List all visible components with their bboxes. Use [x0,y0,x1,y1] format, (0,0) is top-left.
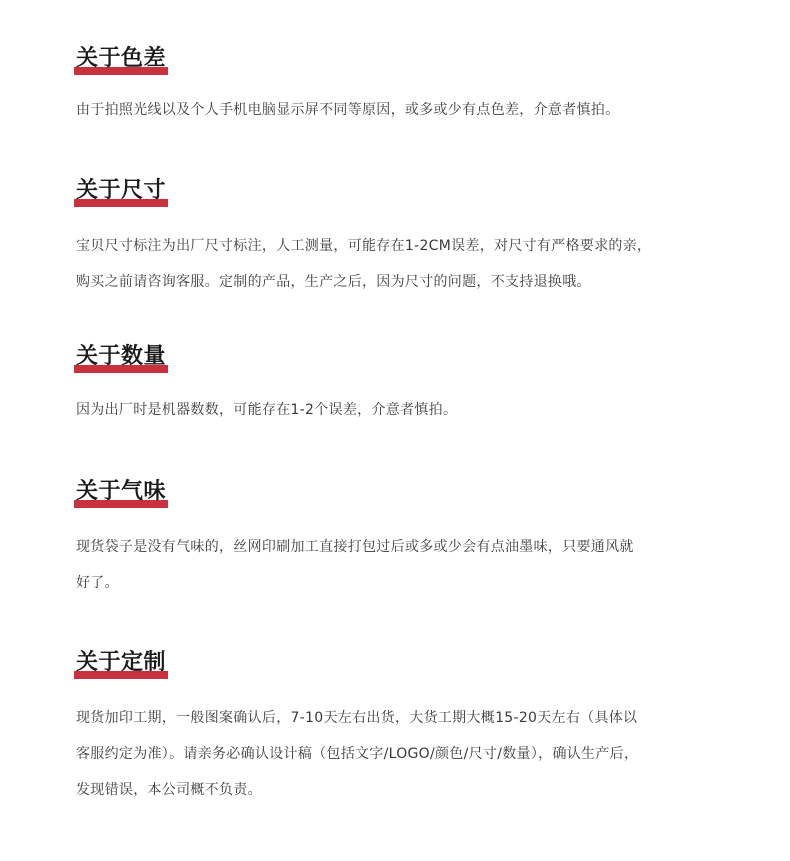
section-body [76,529,736,601]
section-body [76,92,736,128]
section-title: 关于色差 [76,46,167,71]
section-heading [76,176,166,208]
section-quantity [76,342,736,428]
section-heading [76,477,166,509]
section-title: 关于定制 [76,650,167,675]
section-title: 关于数量 [76,344,167,369]
section-body [76,228,736,300]
section-heading [76,44,166,76]
section-odor [76,477,736,601]
body-line: 好了。 [76,575,119,591]
section-body [76,392,736,428]
section-body [76,700,736,808]
section-heading [76,342,166,374]
section-heading [76,648,166,680]
section-size [76,176,736,300]
section-color-difference [76,44,736,128]
section-title: 关于尺寸 [76,178,167,203]
body-line: 现货加印工期，一般图案确认后，7-10天左右出货，大货工期大概15-20天左右（具体以 [76,710,638,726]
body-line: 购买之前请咨询客服。定制的产品，生产之后，因为尺寸的问题，不支持退换哦。 [76,274,591,290]
body-line: 宝贝尺寸标注为出厂尺寸标注，人工测量，可能存在1-2CM误差，对尺寸有严格要求的亲， [76,238,652,254]
body-line: 客服约定为准）。请亲务必确认设计稿（包括文字/LOGO/颜色/尺寸/数量），确认生产后， [76,746,639,762]
body-line: 因为出厂时是机器数数，可能存在1-2个误差，介意者慎拍。 [76,402,458,418]
body-line: 现货袋子是没有气味的，丝网印刷加工直接打包过后或多或少会有点油墨味，只要通风就 [76,539,634,555]
section-customization [76,648,736,808]
section-title: 关于气味 [76,479,167,504]
body-line: 发现错误，本公司概不负责。 [76,782,262,798]
body-line: 由于拍照光线以及个人手机电脑显示屏不同等原因，或多或少有点色差，介意者慎拍。 [76,102,620,118]
